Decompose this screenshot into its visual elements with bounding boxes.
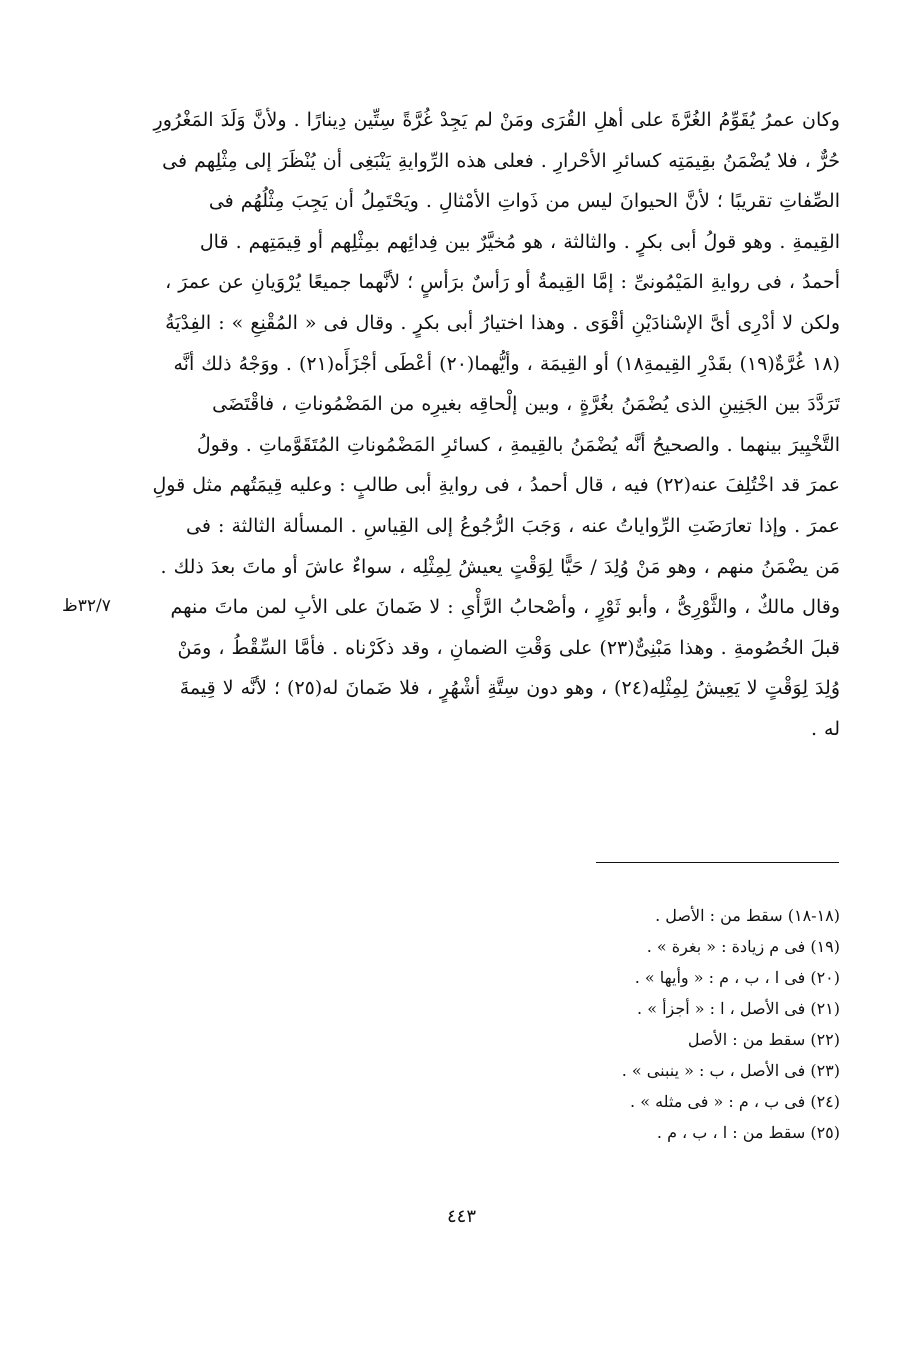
page-number: ٤٤٣ [446,1206,476,1227]
text-line: التَّخْيِيرَ بينهما . والصحيحُ أنَّه يُضْمَنُ بالقِيمةِ ، كسائرِ المَضْمُوناتِ المُتَقَوَّماتِ . وقولُ [196,433,840,456]
text-line: قبلَ الخُصُومةِ . وهذا مَبْنِىٌّ(٢٣) على وَقْتِ الضمانِ ، وقد ذكَرْناه . فأمَّا السِّقْطُ ، ومَنْ [177,636,840,659]
footnote: (٢٠) فى ا ، ب ، م : « وأيها » . [634,968,840,987]
text-line: القِيمةِ . وهو قولُ أبى بكرٍ . والثالثة ، هو مُخيَّرٌ بين فِدائِهم بمِثْلِهم أو قِيمَتِهم . قال [199,230,840,253]
text-line: له . [810,717,840,740]
footnote: (٢١) فى الأصل ، ا : « أجزأ » . [637,999,840,1018]
footnote: (٢٤) فى ب ، م : « فى مثله » . [630,1092,840,1111]
text-line: أحمدُ ، فى روايةِ المَيْمُونىِّ : إمَّا القِيمةُ أو رَأسٌ برَأسٍ ؛ لأنَّهما جميعًا يُرْوَيانِ عن عمرَ ، [165,271,840,294]
text-line: وُلِدَ لِوَقْتٍ لا يَعِيشُ لِمِثْلِه(٢٤) ، وهو دون سِتَّةِ أشْهُرٍ ، فلا ضَمانَ له(٢٥) ؛ لأنَّه لا قِيمةَ [179,677,840,700]
footnote: (٢٢) سقط من : الأصل [687,1030,840,1049]
text-line: حُرٌّ ، فلا يُضْمَنُ بقِيمَتِه كسائرِ الأحْرارِ . فعلى هذه الرِّوايةِ يَنْبَغِى أن يُنْظَرَ إلى مِثْلِهم فى [162,149,840,172]
text-line: (١٨ غُرَّةٌ(١٩) بقَدْرِ القِيمةِ١٨) أو القِيمَة ، وأيُّهما(٢٠) أعْطَى أجْزَأَه(٢١) . ووَجْهُ ذلك أنَّه [173,352,840,375]
footnotes [440,900,840,1148]
main-text-body [128,100,840,750]
manuscript-folio-note: ٣٢/٧ظ [62,596,111,616]
text-line: الصِّفاتِ تقريبًا ؛ لأنَّ الحيوانَ ليس من ذَواتِ الأمْثالِ . ويَحْتَمِلُ أن يَجِبَ مِثْلُهُم فى [208,190,840,213]
text-line: عمرَ قد اخْتُلِفَ عنه(٢٢) فيه ، قال أحمدُ ، فى روايةِ أبى طالبٍ : وعليه قِيمَتُهم مثل قولِ [152,474,840,497]
text-line: ولكن لا أدْرِى أىَّ الإسْنادَيْنِ أقْوَى . وهذا اختيارُ أبى بكرٍ . وقال فى « المُقْنِعِ » : الفِدْيَةُ [165,311,840,334]
text-line: وقال مالكٌ ، والثَّوْرِىُّ ، وأبو ثَوْرٍ ، وأصْحابُ الرَّأْىِ : لا ضَمانَ على الأبِ لمن ماتَ منهم [170,596,840,619]
text-line: تَرَدَّدَ بين الجَنِينِ الذى يُضْمَنُ بغُرَّةٍ ، وبين إلْحاقِه بغيرِه من المَضْمُوناتِ ، فاقْتَضَى [212,393,840,416]
text-line: وكان عمرُ يُقَوِّمُ الغُرَّةَ على أهلِ القُرَى ومَنْ لم يَجِدْ غُرَّةً سِتِّين دِينارًا . ولأنَّ وَلَدَ المَغْرُورِ [153,109,840,131]
text-line: مَن يضْمَنُ منهم ، وهو مَنْ وُلِدَ / حَيًّا لِوَقْتٍ يعيشُ لِمِثْلِه ، سواءٌ عاشَ أو ماتَ بعدَ ذلك . [160,555,840,578]
footnote: (٢٣) فى الأصل ، ب : « ينبنى » . [621,1061,840,1080]
footnote-separator [596,862,839,863]
footnote: (١٨-١٨) سقط من : الأصل . [655,906,840,925]
footnote: (٢٥) سقط من : ا ، ب ، م . [656,1123,840,1142]
footnote: (١٩) فى م زيادة : « بغرة » . [646,937,840,956]
text-line: عمرَ . وإذا تعارَضَتِ الرِّواياتُ عنه ، وَجَبَ الرُّجُوعُ إلى القِياسِ . المسألة الثالثة : فى [186,514,840,537]
